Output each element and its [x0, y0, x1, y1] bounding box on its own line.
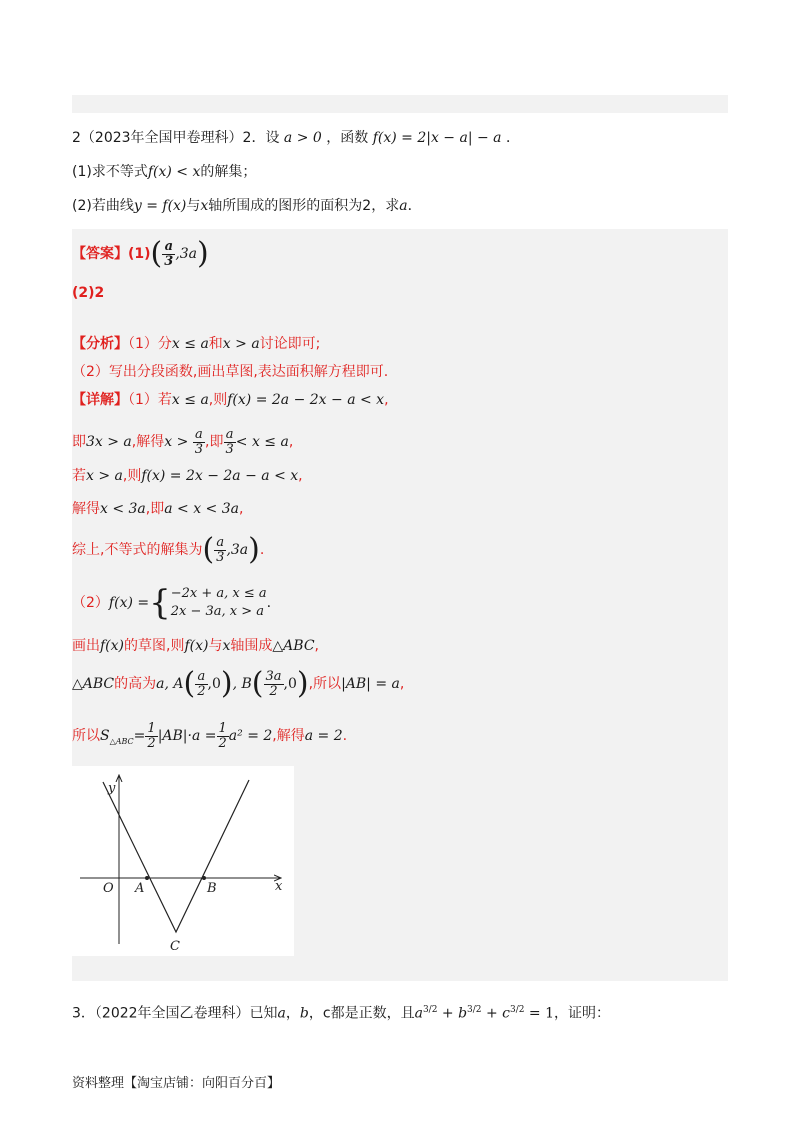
- frac-num: 1: [218, 720, 227, 736]
- answer-line1: [72, 236, 209, 272]
- d3-c: ,: [298, 468, 303, 484]
- frac-den: 2: [197, 683, 206, 699]
- problem2-condition: a > 0: [283, 130, 322, 146]
- p3-m5: c: [502, 1005, 510, 1022]
- analysis-a: （1）分: [128, 336, 172, 352]
- frac-den: 3: [216, 549, 225, 565]
- problem2-end: ．: [505, 130, 520, 146]
- frac-den: 2: [269, 683, 278, 699]
- p3-b: ，: [285, 1005, 300, 1022]
- frac-den: 3: [164, 253, 174, 269]
- problem2-statement: [72, 128, 520, 148]
- y-label: y: [108, 781, 116, 796]
- q2-math3: a: [399, 198, 408, 214]
- p3-p2: +: [481, 1005, 503, 1022]
- d8-m2: a, A: [156, 676, 184, 692]
- analysis-b: 和: [208, 336, 223, 352]
- p3-e3: 3/2: [510, 1005, 525, 1015]
- problem2-function: f(x) = 2|x − a| − a: [372, 130, 502, 146]
- q2-math1: y = f(x): [133, 198, 187, 214]
- d6-cases: [171, 585, 267, 621]
- function-graph: [72, 766, 294, 956]
- x-label: x: [275, 879, 283, 894]
- frac-den: 2: [218, 735, 227, 751]
- d5-frac: [214, 536, 226, 565]
- d2-m3: < x ≤ a: [235, 434, 289, 450]
- detail-line4: [72, 499, 243, 519]
- frac-den: 3: [194, 441, 204, 457]
- d7-a: 画出: [72, 638, 100, 654]
- problem2-q2: [72, 196, 422, 216]
- d8-a: 的高为: [114, 676, 157, 692]
- d2-m2a: x >: [164, 434, 189, 450]
- frac-num: 3a: [265, 668, 282, 684]
- analysis-label: 【分析】: [72, 336, 128, 352]
- detail-line1: [72, 390, 389, 410]
- d1-m1: x ≤ a: [171, 392, 209, 408]
- detail-line9: [72, 718, 347, 754]
- d7-m3: x: [222, 638, 231, 654]
- q2-end: ．: [407, 198, 422, 214]
- d3-b: ,则: [122, 468, 142, 484]
- d2-frac1: [193, 428, 205, 457]
- d9-frac2: [217, 722, 229, 751]
- p3-m6: = 1: [524, 1005, 555, 1022]
- d8-m4: , B: [232, 676, 252, 692]
- d8-frac2: [264, 670, 284, 699]
- case2: 2x − 3a, x > a: [170, 604, 265, 619]
- analysis-line1: [72, 334, 320, 354]
- d4-m1: x < 3a: [100, 501, 146, 517]
- answer-label: 【答案】(1): [72, 246, 151, 262]
- d2-c: ,即: [205, 434, 224, 450]
- d1-m2: f(x) = 2a − 2x − a < x: [227, 392, 385, 408]
- footer-text: 资料整理【淘宝店铺：向阳百分百】: [72, 1076, 281, 1091]
- d8-m5: ,0: [283, 676, 297, 692]
- d9-m5: a = 2: [304, 728, 343, 744]
- d7-m4: △ABC: [272, 638, 315, 654]
- d9-m2: =: [133, 728, 146, 744]
- p3-d: ，证明：: [554, 1005, 611, 1022]
- brace-open: {: [149, 583, 171, 623]
- case1: −2x + a, x ≤ a: [170, 586, 267, 601]
- d9-b: ,解得: [272, 728, 305, 744]
- analysis-line2: [72, 362, 388, 382]
- d2-d: ,: [288, 434, 294, 450]
- paren-open: (: [183, 666, 196, 701]
- d2-b: ,解得: [131, 434, 165, 450]
- d6-f: f(x) =: [108, 595, 150, 611]
- frac-den: 2: [147, 735, 156, 751]
- d1-a: （1）若: [128, 392, 172, 408]
- graph-svg: [72, 766, 294, 956]
- b-label: B: [207, 881, 217, 896]
- d2-m1: 3x > a: [86, 434, 132, 450]
- frac-num: 1: [147, 720, 156, 736]
- d7-d: 轴围成: [230, 638, 273, 654]
- d8-frac1: [195, 670, 207, 699]
- detail-line3: [72, 466, 303, 486]
- function-curve: [103, 780, 249, 932]
- d4-c: ,: [239, 501, 244, 517]
- d9-m4: a² = 2: [228, 728, 273, 744]
- p3-a: 3．（2022年全国乙卷理科）已知: [72, 1005, 278, 1022]
- d3-a: 若: [72, 468, 86, 484]
- p3-m3: a: [414, 1005, 423, 1022]
- q2-mid1: 与: [186, 198, 201, 214]
- d9-m3: |AB|·a =: [157, 728, 217, 744]
- d9-m1: S: [100, 728, 110, 744]
- d4-a: 解得: [72, 501, 100, 517]
- d1-b: ,则: [208, 392, 228, 408]
- c-label: C: [170, 939, 180, 954]
- d6-a: （2）: [72, 595, 109, 611]
- p3-p1: +: [437, 1005, 459, 1022]
- q2-math2: x: [200, 198, 209, 214]
- d8-m6: |AB| = a: [341, 676, 400, 692]
- d8-m1: △ABC: [72, 676, 115, 692]
- detail-line5: [72, 530, 264, 570]
- detail-line6: [72, 582, 271, 624]
- answer-2: (2)2: [72, 285, 105, 301]
- detail-line8: [72, 664, 404, 704]
- paren-close: ): [248, 532, 260, 567]
- p3-m1: a: [277, 1005, 286, 1022]
- frac-den: 3: [225, 441, 234, 457]
- d7-m2: f(x): [184, 638, 209, 654]
- paren-open: (: [202, 532, 215, 567]
- d7-e: ,: [314, 638, 319, 654]
- d8-b: ,所以: [308, 676, 342, 692]
- q1-prefix: (1)求不等式: [72, 164, 148, 180]
- problem2-sep: ，函数: [326, 130, 369, 146]
- d2-frac2: [224, 428, 236, 457]
- q1-math: f(x) < x: [147, 164, 201, 180]
- d9-sub: △ABC: [109, 736, 134, 746]
- p3-c: ，c都是正数，且: [308, 1005, 415, 1022]
- frac-num: a: [162, 240, 175, 255]
- d2-a: 即: [72, 434, 86, 450]
- d7-m1: f(x): [100, 638, 125, 654]
- d4-b: ,即: [145, 501, 165, 517]
- frac-num: a: [224, 428, 236, 443]
- problem2-header: 2（2023年全国甲卷理科）2．设: [72, 130, 280, 146]
- detail-label: 【详解】: [72, 392, 128, 408]
- analysis-p2: （2）写出分段函数,画出草图,表达面积解方程即可.: [72, 364, 389, 380]
- problem3-statement: [72, 1000, 610, 1024]
- paren-close: ): [197, 236, 209, 271]
- analysis-m2: x > a: [222, 336, 260, 352]
- point-b: [202, 876, 206, 880]
- d9-end: .: [342, 728, 348, 744]
- d3-m1: x > a: [86, 468, 123, 484]
- problem2-q1: [72, 162, 256, 182]
- q1-suffix: 的解集；: [200, 164, 257, 180]
- a-label: A: [135, 881, 145, 896]
- d5-rest: ,3a: [226, 542, 249, 558]
- detail-line2: [72, 424, 293, 460]
- d3-m2: f(x) = 2x − 2a − a < x: [141, 468, 299, 484]
- d8-c: ,: [399, 676, 405, 692]
- d7-b: 的草图,则: [124, 638, 185, 654]
- p3-e1: 3/2: [422, 1005, 438, 1015]
- paren-close: ): [296, 666, 309, 701]
- q2-prefix: (2)若曲线: [72, 198, 134, 214]
- top-gray-strip: [72, 95, 728, 113]
- d1-c: ,: [384, 392, 389, 408]
- frac-num: a: [214, 536, 226, 551]
- paren-close: ): [220, 666, 233, 701]
- frac-num: a: [193, 428, 205, 443]
- answer-line2: [72, 283, 104, 303]
- d5-end: .: [259, 542, 265, 558]
- o-label: O: [103, 881, 114, 896]
- d4-m2: a < x < 3a: [164, 501, 239, 517]
- d5-a: 综上,不等式的解集为: [72, 542, 203, 558]
- frac-num: a: [195, 670, 207, 685]
- paren-open: (: [251, 666, 264, 701]
- d6-end: .: [266, 595, 272, 611]
- detail-line7: [72, 636, 319, 656]
- p3-m2: b: [299, 1005, 309, 1022]
- p3-e2: 3/2: [467, 1005, 482, 1015]
- d9-frac1: [145, 722, 157, 751]
- paren-open: (: [150, 236, 163, 271]
- p3-m4: b: [458, 1005, 468, 1022]
- d7-c: 与: [208, 638, 223, 654]
- analysis-m1: x ≤ a: [171, 336, 209, 352]
- q2-mid2: 轴所围成的图形的面积为2，求: [208, 198, 400, 214]
- answer-fraction: [162, 240, 175, 269]
- point-a: [145, 876, 149, 880]
- d9-a: 所以: [72, 728, 100, 744]
- analysis-c: 讨论即可;: [259, 336, 321, 352]
- d8-m3: ,0: [207, 676, 221, 692]
- answer-rest: ,3a: [175, 246, 198, 262]
